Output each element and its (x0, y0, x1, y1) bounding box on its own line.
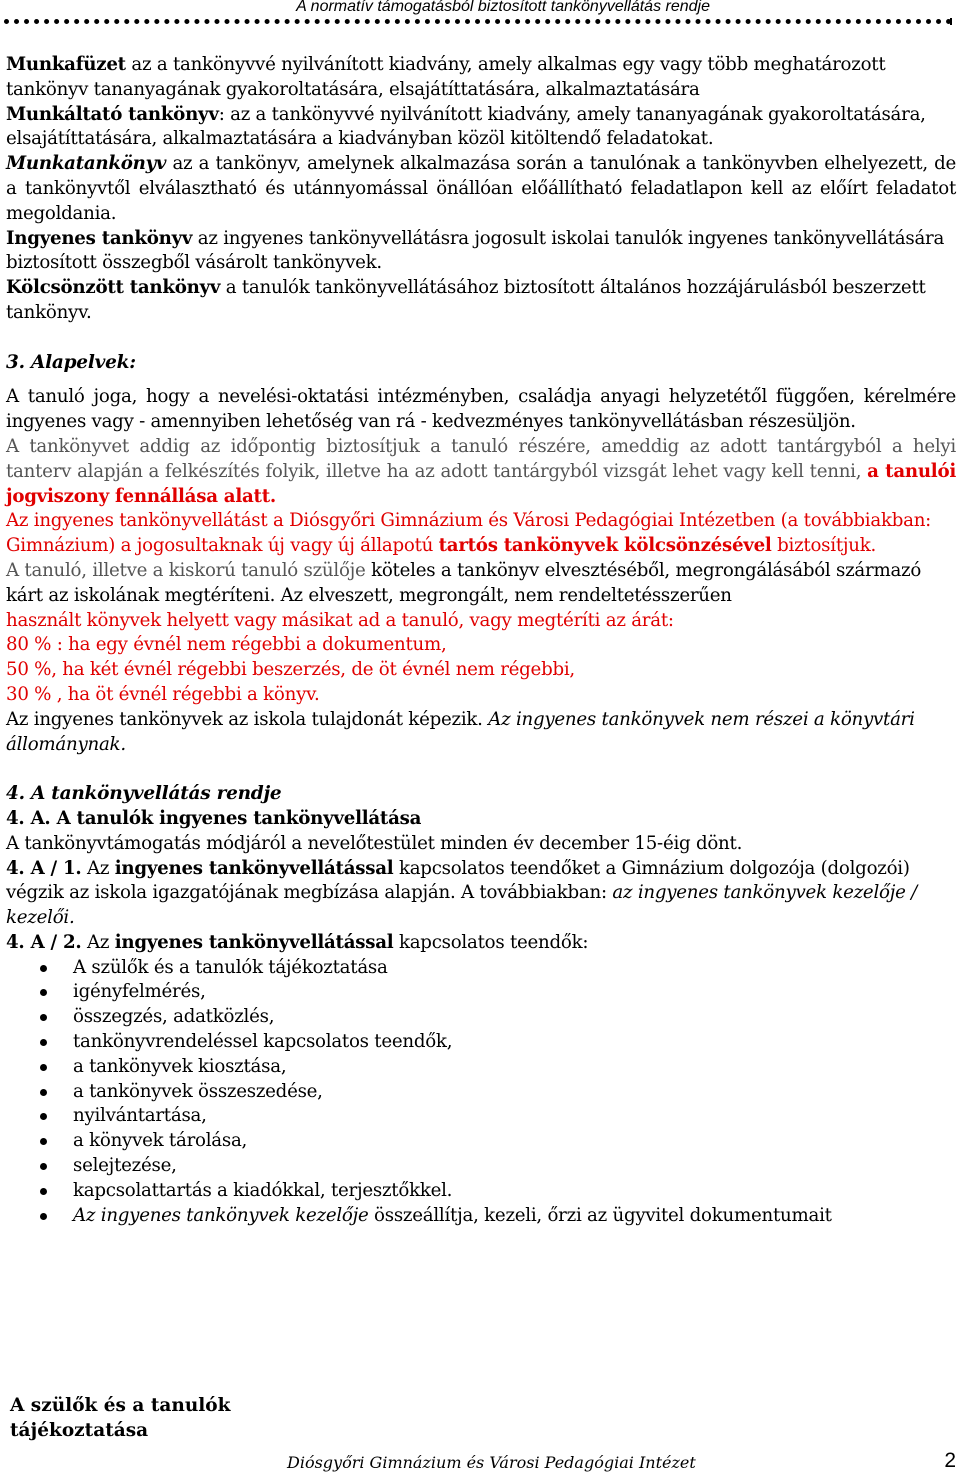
header-rule-end (950, 18, 952, 25)
section4-p1: A tankönyvtámogatás módjáról a nevelőtestület minden év december 15-éig dönt. (6, 832, 743, 854)
footer-text: Diósgyőri Gimnázium és Városi Pedagógiai Intézet (287, 1453, 696, 1472)
def-kolcsonzott: Kölcsönzött tankönyv a tanulók tankönyvellátásához biztosított általános hozzájárulásból beszerzett tankönyv. (6, 277, 926, 323)
list-item: a tankönyvek kiosztása, (73, 1055, 956, 1080)
header-dotted-rule (4, 19, 952, 24)
def-munkatankonyv: Munkatankönyv az a tankönyv, amelynek alkalmazása során a tanulónak a tankönyvben elhelyezett, de a tankönyvtől elválasztható és utánnyomással önállóan előállítható feladatlapon kell az előírt feladatot megoldania. (6, 153, 956, 224)
section3-p2: A tankönyvet addig az időpontig biztosítjuk a tanuló részére, ameddig az adott tantárgyból a helyi tanterv alapján a felkészítés folyik, illetve ha az adott tantárgyból vizsgát lehet vagy kell tenni, a tanulói jogviszony fennállása alatt. (6, 435, 956, 507)
task-list (6, 956, 956, 1229)
rate-80: 80 % : ha egy évnél nem régebbi a dokumentum, (6, 634, 447, 656)
list-item: tankönyvrendeléssel kapcsolatos teendők, (73, 1030, 956, 1055)
list-item: selejtezése, (73, 1154, 956, 1179)
def-munkafuzet: Munkafüzet az a tankönyvvé nyilvánított kiadvány, amely alkalmas egy vagy több meghatározott tankönyv tananyagának gyakoroltatására, elsajátíttatására, alkalmaztatására (6, 54, 886, 100)
section3-heading: 3. Alapelvek: (6, 351, 136, 373)
list-item: nyilvántartása, (73, 1104, 956, 1129)
bottom-section-title: A szülők és a tanulók tájékoztatása (10, 1395, 231, 1441)
section3-p1: A tanuló joga, hogy a nevelési-oktatási intézményben, családja anyagi helyzetétől függően, kérelmére ingyenes vagy - amennyiben lehetőség van rá - kedvezményes tankönyvellátásban részesüljön. (6, 386, 956, 433)
term-ingyenes: Ingyenes tankönyv (6, 227, 193, 249)
section4-heading: 4. A tankönyvellátás rendje (6, 783, 282, 805)
list-item: kapcsolattartás a kiadókkal, terjesztőkkel. (73, 1179, 956, 1204)
list-item: igényfelmérés, (73, 980, 956, 1005)
page-header (0, 0, 960, 30)
list-item: a könyvek tárolása, (73, 1129, 956, 1154)
list-item: összegzés, adatközlés, (73, 1005, 956, 1030)
term-munkatankonyv: Munkatankönyv (6, 153, 167, 175)
header-title: A normatív támogatásból biztosított tankönyvellátás rendje (296, 0, 710, 15)
list-item: A szülők és a tanulók tájékoztatása (73, 956, 956, 981)
rate-30: 30 % , ha öt évnél régebbi a könyv. (6, 683, 320, 705)
section3-p3: Az ingyenes tankönyvellátást a Diósgyőri Gimnázium és Városi Pedagógiai Intézetben (a továbbiakban: Gimnázium) a jogosultaknak új vagy új állapotú tartós tankönyvek kölcsönzésével biztosítjuk. (6, 510, 932, 557)
section3-p4: A tanuló, illetve a kiskorú tanuló szülője köteles a tankönyv elvesztéséből, megrongálásából származó kárt az iskolának megtéríteni. Az elveszett, megrongált, nem rendeltetésszerűen (6, 559, 922, 606)
section3-p4-red: használt könyvek helyett vagy másikat ad a tanuló, vagy megtéríti az árát: (6, 609, 674, 631)
section3-p5: Az ingyenes tankönyvek az iskola tulajdonát képezik. Az ingyenes tankönyvek nem részei a könyvtári állománynak. (6, 708, 915, 755)
page-number: 2 (944, 1449, 956, 1472)
document-body (6, 53, 956, 1228)
term-munkafuzet: Munkafüzet (6, 54, 126, 75)
def-munkaltato: Munkáltató tankönyv: az a tankönyvvé nyilvánított kiadvány, amely tananyagának gyakoroltatására, elsajátíttatására, alkalmaztatására a kiadványban közöl kitöltendő feladatokat. (6, 103, 926, 150)
list-item-last: Az ingyenes tankönyvek kezelője összeállítja, kezeli, őrzi az ügyvitel dokumentumait (73, 1204, 956, 1229)
section4a-heading: 4. A. A tanulók ingyenes tankönyvellátása (6, 807, 422, 829)
rate-50: 50 %, ha két évnél régebbi beszerzés, de öt évnél nem régebbi, (6, 659, 575, 681)
section4-a2: 4. A / 2. Az ingyenes tankönyvellátással kapcsolatos teendők: (6, 931, 589, 953)
term-munkaltato: Munkáltató tankönyv (6, 103, 219, 125)
def-ingyenes: Ingyenes tankönyv az ingyenes tankönyvellátásra jogosult iskolai tanulók ingyenes tankönyvellátására biztosított összegből vásárolt tankönyvek. (6, 227, 945, 274)
term-kolcsonzott: Kölcsönzött tankönyv (6, 277, 221, 299)
section4-a1: 4. A / 1. Az ingyenes tankönyvellátással kapcsolatos teendőket a Gimnázium dolgozója (dolgozói) végzik az iskola igazgatójának megbízása alapján. A továbbiakban: az ingyenes tankönyvek kezelője / kezelői. (6, 857, 918, 929)
list-item: a tankönyvek összeszedése, (73, 1080, 956, 1105)
